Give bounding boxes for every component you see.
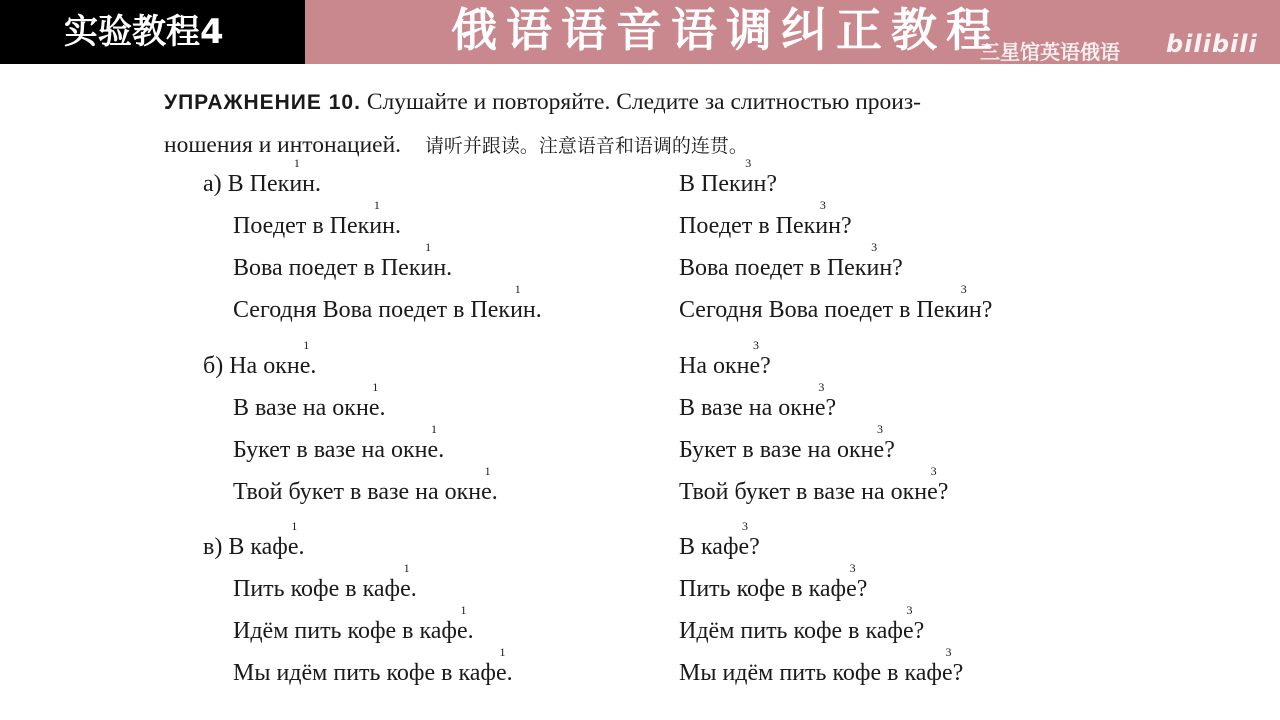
phrase-ending: н?	[879, 255, 903, 281]
phrase-text: В Пек	[227, 171, 290, 197]
exercise-heading-line2	[164, 131, 748, 159]
stressed-letter: е	[400, 576, 411, 602]
stressed-letter: е	[368, 395, 380, 421]
statement-phrase	[203, 338, 317, 380]
intonation-mark: 3	[945, 645, 952, 659]
stressed-letter: е	[749, 353, 761, 379]
lesson-label: 实验教程4	[64, 12, 224, 52]
stressed-vowel	[956, 282, 969, 324]
phrase-ending: н?	[968, 297, 993, 323]
section-marker: б)	[203, 353, 224, 379]
phrase-text: Вова поедет в Пек	[679, 255, 867, 281]
phrase-text: Идём пить кофе в каф	[233, 618, 457, 644]
question-phrase	[679, 519, 760, 561]
intonation-mark: 1	[460, 603, 467, 617]
lesson-label-banner	[0, 0, 305, 64]
stressed-vowel	[814, 380, 826, 422]
stressed-letter: е	[927, 479, 938, 505]
stressed-letter: е	[481, 479, 492, 505]
exercise-heading-line1	[164, 89, 921, 116]
instruction-text-part1: Слушайте и повторяйте. Следите за слитностью произ-	[366, 89, 921, 115]
intonation-mark: 1	[425, 240, 432, 254]
stressed-vowel	[299, 338, 311, 380]
intonation-mark: 1	[484, 464, 491, 478]
statement-phrase	[203, 156, 321, 198]
stressed-letter: е	[456, 618, 468, 644]
stressed-letter: е	[427, 437, 439, 463]
phrase-text: На окн	[679, 353, 750, 379]
stressed-vowel	[400, 561, 411, 603]
phrase-text: Вова поедет в Пек	[233, 255, 421, 281]
phrase-ending: .	[379, 395, 386, 421]
statement-phrase	[233, 603, 474, 645]
question-phrase	[679, 422, 895, 464]
intonation-mark: 3	[753, 338, 760, 352]
stressed-vowel	[481, 464, 492, 506]
phrase-text: В вазе на окн	[233, 395, 369, 421]
phrase-ending: ?	[856, 576, 868, 602]
stressed-vowel	[927, 464, 938, 506]
question-phrase	[679, 198, 852, 240]
question-phrase	[679, 282, 993, 324]
stressed-letter: и	[740, 171, 754, 197]
course-title: 俄语语音语调纠正教程	[451, 3, 1001, 57]
phrase-ending: ?	[749, 534, 760, 560]
phrase-text: Сегодня Вова поедет в Пек	[679, 297, 957, 323]
question-phrase	[679, 603, 925, 645]
intonation-mark: 1	[372, 380, 379, 394]
stressed-letter: е	[495, 660, 507, 686]
stressed-vowel	[427, 422, 439, 464]
phrase-ending: н?	[828, 213, 852, 239]
question-phrase	[679, 380, 837, 422]
stressed-vowel	[368, 380, 380, 422]
statement-phrase	[233, 240, 453, 282]
phrase-ending: ?	[760, 353, 771, 379]
instruction-text-part2: ношения и интонацией.	[164, 132, 402, 158]
phrase-ending: ?	[937, 479, 949, 505]
section-marker: а)	[203, 171, 222, 197]
intonation-mark: 3	[960, 282, 967, 296]
question-phrase	[679, 156, 777, 198]
stressed-letter: и	[956, 297, 969, 323]
stressed-vowel	[420, 240, 434, 282]
stressed-vowel	[815, 198, 829, 240]
stressed-letter: и	[420, 255, 434, 281]
question-phrase	[679, 645, 964, 687]
intonation-mark: 3	[871, 240, 878, 254]
intonation-mark: 3	[877, 422, 884, 436]
intonation-mark: 3	[742, 519, 749, 533]
bilibili-logo: bilibili	[1166, 30, 1258, 58]
stressed-letter: е	[814, 395, 826, 421]
phrase-text: Мы идём пить кофе в каф	[679, 660, 942, 686]
statement-phrase	[203, 519, 305, 561]
stressed-vowel	[289, 156, 303, 198]
statement-phrase	[233, 464, 498, 506]
phrase-ending: ?	[913, 618, 925, 644]
question-phrase	[679, 240, 903, 282]
intonation-mark: 1	[291, 519, 298, 533]
phrase-text: В вазе на окн	[679, 395, 815, 421]
stressed-vowel	[941, 645, 953, 687]
phrase-ending: .	[410, 576, 417, 602]
stressed-vowel	[902, 603, 914, 645]
phrase-text: Идём пить кофе в каф	[679, 618, 903, 644]
phrase-ending: н.	[522, 297, 542, 323]
intonation-mark: 1	[514, 282, 521, 296]
statement-phrase	[233, 422, 445, 464]
phrase-text: Пить кофе в каф	[679, 576, 847, 602]
stressed-letter: е	[299, 353, 311, 379]
statement-phrase	[233, 645, 513, 687]
statement-phrase	[233, 198, 401, 240]
phrase-ending: н.	[302, 171, 321, 197]
stressed-vowel	[287, 519, 299, 561]
phrase-text: Букет в вазе на окн	[233, 437, 428, 463]
stressed-letter: е	[902, 618, 914, 644]
stressed-letter: и	[289, 171, 303, 197]
stressed-vowel	[495, 645, 507, 687]
phrase-ending: .	[467, 618, 474, 644]
statement-phrase	[233, 561, 417, 603]
intonation-mark: 3	[849, 561, 856, 575]
stressed-letter: и	[866, 255, 880, 281]
stressed-letter: е	[941, 660, 953, 686]
phrase-ending: .	[491, 479, 498, 505]
phrase-ending: .	[310, 353, 317, 379]
phrase-text: Букет в вазе на окн	[679, 437, 874, 463]
stressed-vowel	[456, 603, 468, 645]
stressed-vowel	[749, 338, 761, 380]
phrase-ending: .	[506, 660, 513, 686]
intonation-mark: 3	[906, 603, 913, 617]
channel-watermark: 三星馆英语俄语	[980, 40, 1120, 64]
intonation-mark: 1	[431, 422, 438, 436]
phrase-text: Сегодня Вова поедет в Пек	[233, 297, 511, 323]
stressed-vowel	[866, 240, 880, 282]
intonation-mark: 3	[818, 380, 825, 394]
intonation-mark: 1	[403, 561, 410, 575]
stressed-letter: и	[815, 213, 829, 239]
intonation-mark: 1	[499, 645, 506, 659]
question-phrase	[679, 338, 771, 380]
stressed-vowel	[369, 198, 383, 240]
stressed-vowel	[740, 156, 754, 198]
stressed-letter: и	[369, 213, 383, 239]
stressed-vowel	[738, 519, 750, 561]
stressed-letter: е	[873, 437, 885, 463]
phrase-ending: ?	[884, 437, 895, 463]
stressed-letter: и	[510, 297, 523, 323]
phrase-text: В каф	[679, 534, 739, 560]
chinese-instruction: 请听并跟读。注意语音和语调的连贯。	[424, 135, 748, 157]
statement-phrase	[233, 380, 386, 422]
phrase-text: Поедет в Пек	[233, 213, 370, 239]
phrase-text: Пить кофе в каф	[233, 576, 401, 602]
intonation-mark: 1	[373, 198, 380, 212]
course-title-banner	[305, 0, 1280, 64]
phrase-text: В каф	[228, 534, 288, 560]
intonation-mark: 1	[293, 156, 300, 170]
stressed-vowel	[846, 561, 857, 603]
phrase-text: Мы идём пить кофе в каф	[233, 660, 496, 686]
intonation-mark: 3	[819, 198, 826, 212]
section-marker: в)	[203, 534, 223, 560]
intonation-mark: 3	[930, 464, 937, 478]
phrase-text: Твой букет в вазе на окн	[679, 479, 928, 505]
question-phrase	[679, 561, 868, 603]
exercise-label: УПРАЖНЕНИЕ 10.	[164, 91, 361, 114]
question-phrase	[679, 464, 949, 506]
phrase-text: На окн	[229, 353, 300, 379]
statement-phrase	[233, 282, 542, 324]
phrase-ending: .	[298, 534, 305, 560]
phrase-text: Поедет в Пек	[679, 213, 816, 239]
intonation-mark: 1	[303, 338, 310, 352]
phrase-ending: ?	[952, 660, 964, 686]
phrase-ending: н.	[433, 255, 453, 281]
phrase-text: Твой букет в вазе на окн	[233, 479, 482, 505]
stressed-vowel	[510, 282, 523, 324]
stressed-letter: е	[846, 576, 857, 602]
stressed-letter: е	[287, 534, 299, 560]
intonation-mark: 3	[745, 156, 752, 170]
phrase-text: В Пек	[679, 171, 741, 197]
phrase-ending: .	[438, 437, 445, 463]
stressed-letter: е	[738, 534, 750, 560]
phrase-ending: н?	[753, 171, 777, 197]
phrase-ending: н.	[382, 213, 401, 239]
stressed-vowel	[873, 422, 885, 464]
phrase-ending: ?	[825, 395, 837, 421]
